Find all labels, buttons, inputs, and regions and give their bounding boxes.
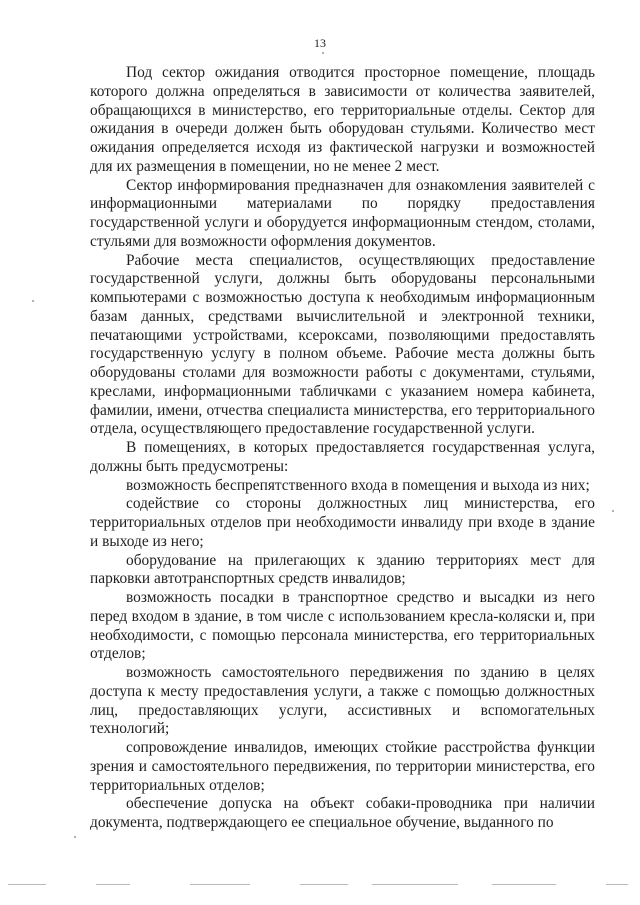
paragraph-information-sector: Сектор информирования предназначен для ознакомления заявителей с информационными материалами по порядку предоставления государственной услуги и оборудуется информационным стендом, столами, стульями для возможности оформления документов. bbox=[90, 176, 595, 250]
scan-line bbox=[96, 884, 130, 885]
scan-speck bbox=[612, 510, 614, 512]
scan-speck bbox=[74, 836, 76, 838]
list-item: обеспечение допуска на объект собаки-проводника при наличии документа, подтверждающего ее специальное обучение, выданного по bbox=[90, 795, 595, 831]
scan-line bbox=[372, 884, 458, 885]
scan-speck bbox=[32, 300, 34, 302]
scan-line bbox=[492, 884, 556, 885]
paragraph-premises-requirements: В помещениях, в которых предоставляется государственная услуга, должны быть предусмотрены: bbox=[90, 439, 595, 475]
scan-line bbox=[606, 884, 628, 885]
paragraph-waiting-sector: Под сектор ожидания отводится просторное помещение, площадь которого должна определяться в зависимости от количества заявителей, обращающихся в министерство, его территориальные отделы. Сектор для ожидания в очереди должен быть оборудован стульями. Количество мест ожидания определяется исходя из фактической нагрузки и возможностей для их размещения в помещении, но не менее 2 мест. bbox=[90, 64, 595, 175]
list-item: оборудование на прилегающих к зданию территориях мест для парковки автотранспортных средств инвалидов; bbox=[90, 551, 595, 588]
list-item: возможность беспрепятственного входа в помещения и выхода из них; bbox=[126, 476, 590, 494]
scan-artifacts bbox=[0, 878, 640, 890]
requirements-list bbox=[90, 477, 595, 833]
scan-speck bbox=[322, 52, 324, 54]
page-number: 13 bbox=[314, 36, 326, 50]
list-item: возможность самостоятельного передвижения по зданию в целях доступа к месту предоставления услуги, а также с помощью должностных лиц, предоставляющих услуги, ассистивных и вспомогательных технологий; bbox=[90, 664, 595, 738]
paragraph-workplaces: Рабочие места специалистов, осуществляющих предоставление государственной услуги, должны быть оборудованы персональными компьютерами с возможностью доступа к необходимым информационным базам данных, средствами вычислительной и электронной техники, печатающими устройствами, ксероксами, позволяющими предоставлять государственную услугу в полном объеме. Рабочие места должны быть оборудованы столами для возможности работы с документами, стульями, креслами, информационными табличками с указанием номера кабинета, фамилии, имени, отчества специалиста министерства, его территориального отдела, осуществляющего предоставление государственной услуги. bbox=[90, 251, 595, 438]
scan-line bbox=[190, 884, 250, 885]
scan-line bbox=[8, 884, 46, 885]
list-item: содействие со стороны должностных лиц министерства, его территориальных отделов при необходимости инвалиду при входе в здание и выходе из него; bbox=[90, 495, 595, 550]
document-body bbox=[90, 64, 595, 833]
list-item: сопровождение инвалидов, имеющих стойкие расстройства функции зрения и самостоятельного передвижения, по территории министерства, его территориальных отделов; bbox=[90, 739, 595, 794]
scan-line bbox=[300, 884, 348, 885]
list-item: возможность посадки в транспортное средство и высадки из него перед входом в здание, в том числе с использованием кресла-коляски и, при необходимости, с помощью персонала министерства, его территориальных отделов; bbox=[90, 589, 595, 663]
